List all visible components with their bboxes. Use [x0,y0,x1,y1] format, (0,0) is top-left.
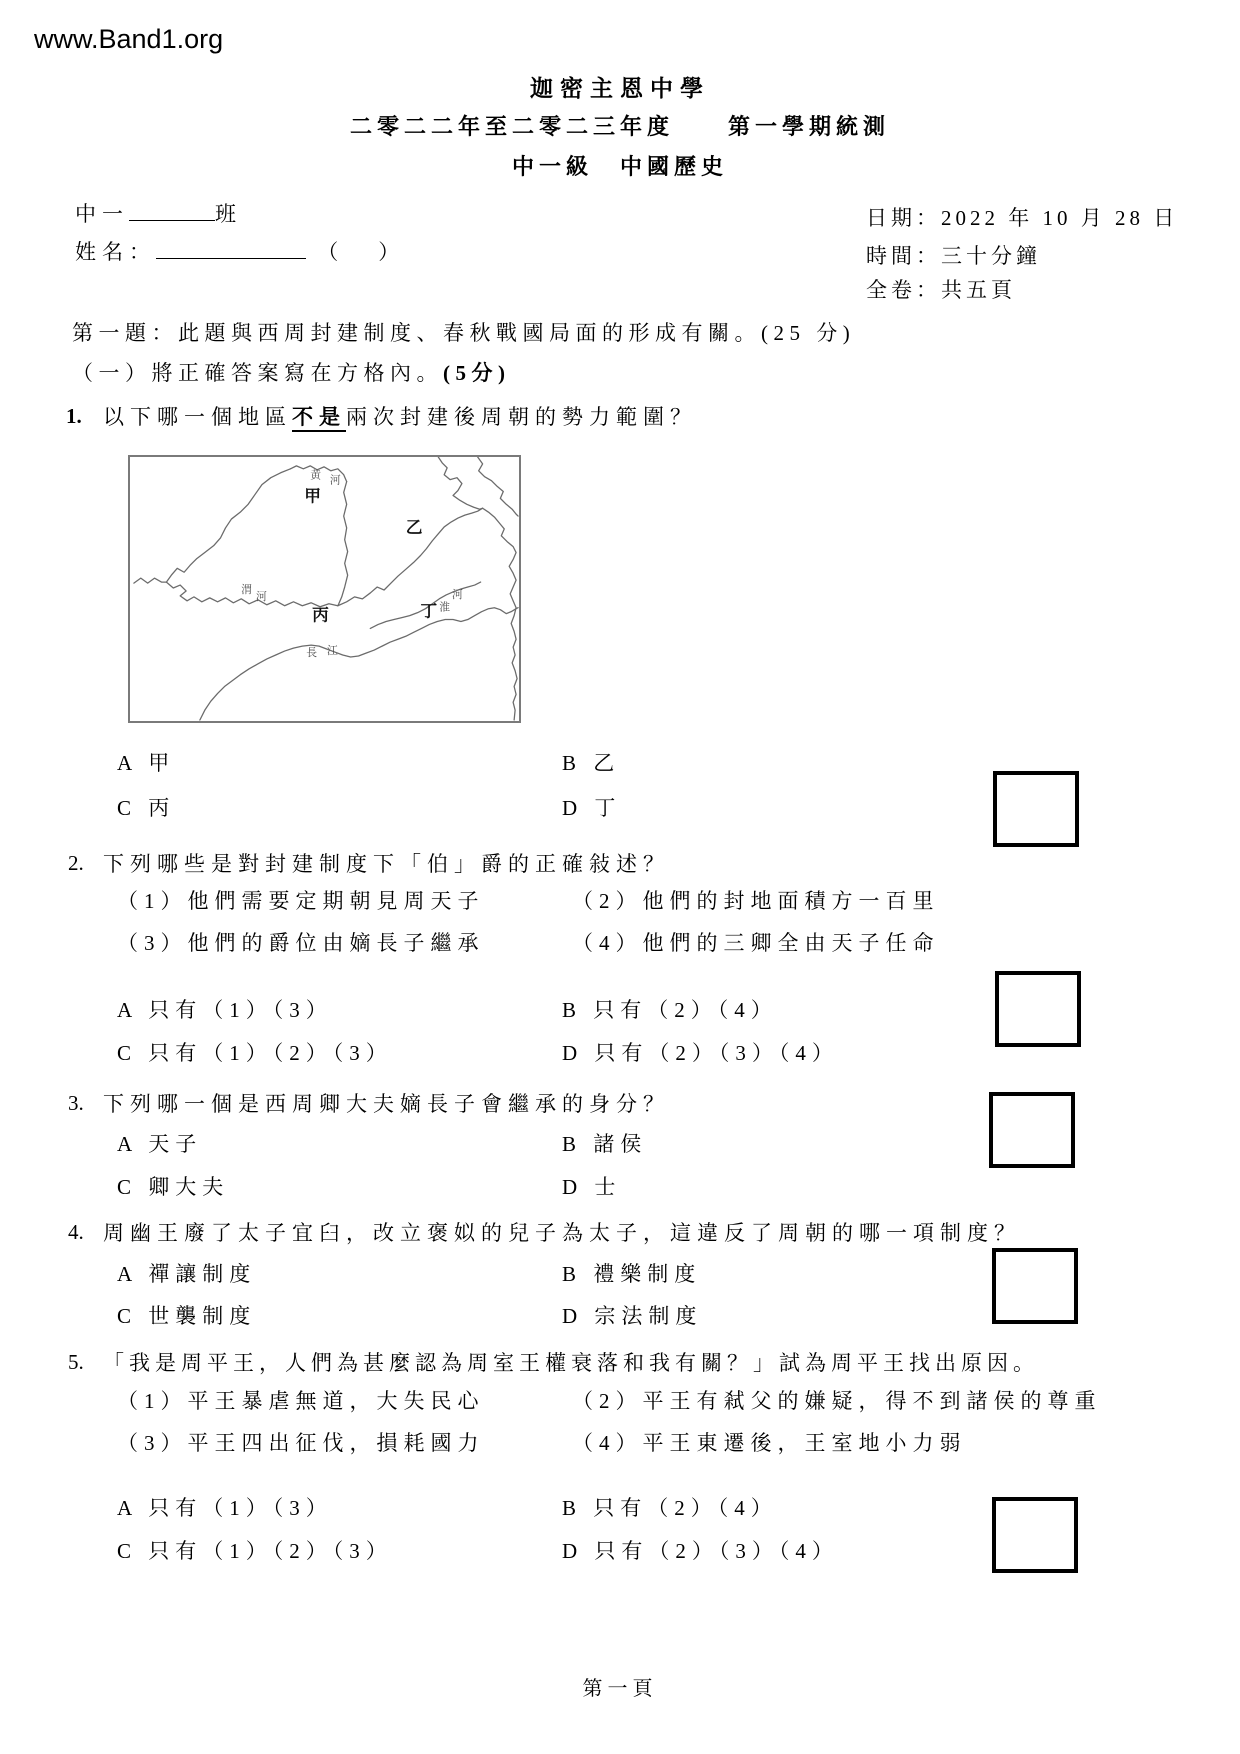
q1-option-b [562,750,620,776]
section-subheading-text: （一）將正確答案寫在方格內。 [72,361,443,385]
q2-option-d [562,1040,839,1066]
yangtze-label-1: 長 [306,646,318,659]
q3-option-c [117,1174,229,1200]
section-subheading [72,360,511,386]
name-label: 姓名： [75,240,156,264]
q5-answer-box[interactable] [992,1497,1078,1573]
q4-option-d-letter: D [562,1304,584,1328]
yellow-river-loop-east [338,482,348,606]
q4-text: 周幽王廢了太子宜臼，改立褒姒的兒子為太子，這違反了周朝的哪一項制度？ [103,1221,1021,1245]
q2-option-b [562,997,778,1023]
level-subject: 中一級 中國歷史 [511,154,728,179]
q3-option-a-text: 天子 [148,1132,203,1156]
map-area-ding: 丁 [420,601,438,621]
q1-option-a [117,750,175,776]
q1-answer-box[interactable] [993,771,1079,847]
q2-answer-box[interactable] [995,971,1081,1047]
q2-option-a-text: 只有（1）（3） [148,998,333,1022]
q4-answer-box[interactable] [992,1248,1078,1324]
q5-option-c-letter: C [117,1539,138,1563]
q1-text-before: 以下哪一個地區 [103,405,292,429]
q1-option-a-text: 甲 [148,751,176,775]
name-line [75,238,405,265]
q5-option-c [117,1538,393,1564]
coastline-peninsula [478,457,518,516]
q1-option-c-text: 丙 [148,796,176,820]
q2-statement-4: （4）他們的三卿全由天子任命 [572,931,940,955]
q4-option-a-letter: A [117,1262,138,1286]
map-area-bing: 丙 [312,605,329,625]
q1-option-c [117,795,175,821]
watermark-url: www.Band1.org [34,24,224,54]
q1-option-b-text: 乙 [593,751,621,775]
page-number: 第一頁 [582,1678,658,1700]
map-area-jia: 甲 [304,486,322,506]
q5-option-a [117,1495,333,1521]
q1-option-a-letter: A [117,751,138,775]
yellow-river-west-tail [134,578,167,583]
q5-statement-4: （4）平王東遷後，王室地小力弱 [572,1431,967,1455]
class-number-bracket-open: （ [317,240,345,264]
q5-option-d-text: 只有（2）（3）（4） [594,1539,839,1563]
q1-option-d-text: 丁 [594,796,622,820]
q5-option-b-text: 只有（2）（4） [593,1496,778,1520]
yangtze-river [200,605,518,720]
q1-option-d-letter: D [562,796,584,820]
q2-option-a [117,997,333,1023]
q5-option-c-text: 只有（1）（2）（3） [148,1539,393,1563]
q5-option-d [562,1538,839,1564]
map-figure [128,455,521,723]
q4-option-a [117,1261,256,1287]
q3-option-d-text: 士 [594,1175,622,1199]
q1-option-d [562,795,621,821]
class-prefix: 中一 [75,202,129,226]
q4-option-b-letter: B [562,1262,583,1286]
school-name: 迦密主恩中學 [530,76,710,101]
q4-option-d [562,1303,702,1329]
wei-river-label-2: 河 [256,590,267,603]
q3-option-b-letter: B [562,1132,583,1156]
yangtze-label-2: 江 [326,645,338,658]
q5-option-d-letter: D [562,1539,584,1563]
q5-statement-2: （2）平王有弒父的嫌疑，得不到諸侯的尊重 [572,1389,1102,1413]
q5-text: 「我是周平王，人們為甚麼認為周室王權衰落和我有關？」試為周平王找出原因。 [103,1351,1039,1375]
exam-date: 日期：2022 年 10 月 28 日 [866,206,1179,230]
class-blank-input[interactable] [129,200,215,221]
q2-option-c [117,1040,393,1066]
q3-option-d [562,1174,621,1200]
q3-option-b-text: 諸侯 [593,1132,648,1156]
q4-option-b-text: 禮樂制度 [593,1262,702,1286]
class-line [75,200,242,227]
q5-option-a-letter: A [117,1496,138,1520]
q4-number: 4. [68,1220,84,1244]
class-number-bracket-close: ） [378,240,406,264]
q4-option-c-letter: C [117,1304,138,1328]
q2-option-b-letter: B [562,998,583,1022]
term-title: 二零二二年至二零二三年度 第一學期統測 [349,114,890,139]
q4-option-d-text: 宗法制度 [594,1304,703,1328]
q2-statement-2: （2）他們的封地面積方一百里 [572,889,940,913]
q5-option-b-letter: B [562,1496,583,1520]
q2-option-d-letter: D [562,1041,584,1065]
q5-statement-3: （3）平王四出征伐，損耗國力 [117,1431,485,1455]
q4-option-b [562,1261,701,1287]
q1-text [103,404,697,430]
huai-river-label-2: 河 [452,588,463,601]
class-suffix: 班 [215,202,242,226]
coastline-north [438,457,482,509]
q1-text-after: 兩次封建後周朝的勢力範圍？ [346,405,697,429]
q1-number: 1. [66,404,82,428]
q2-statement-1: （1）他們需要定期朝見周天子 [117,889,485,913]
q3-option-a [117,1131,202,1157]
q2-option-d-text: 只有（2）（3）（4） [594,1041,839,1065]
q2-option-a-letter: A [117,998,138,1022]
q2-option-c-letter: C [117,1041,138,1065]
huai-river-label-1: 淮 [439,601,451,614]
section-heading: 第一題：此題與西周封建制度、春秋戰國局面的形成有關。(25 分) [72,321,856,345]
china-rivers-map [130,457,519,721]
q3-option-d-letter: D [562,1175,584,1199]
q3-option-b [562,1131,647,1157]
q1-text-emphasis: 不是 [292,405,346,432]
q2-statement-3: （3）他們的爵位由嫡長子繼承 [117,931,485,955]
yellow-river-label-1: 黄 [310,469,322,482]
q3-option-c-letter: C [117,1175,138,1199]
q3-answer-box[interactable] [989,1092,1075,1168]
q1-option-b-letter: B [562,751,583,775]
q2-number: 2. [68,851,84,875]
q3-text: 下列哪一個是西周卿大夫嫡長子會繼承的身分？ [103,1092,670,1116]
exam-duration: 時間：三十分鐘 [866,244,1041,268]
exam-pages: 全卷：共五頁 [866,278,1016,302]
q4-option-a-text: 禪讓制度 [148,1262,257,1286]
wei-river-label-1: 渭 [241,583,253,596]
q3-option-a-letter: A [117,1132,138,1156]
q3-number: 3. [68,1091,84,1115]
yellow-river-label-2: 河 [329,474,341,487]
q1-option-c-letter: C [117,796,138,820]
q4-option-c-text: 世襲制度 [148,1304,257,1328]
q2-option-c-text: 只有（1）（2）（3） [148,1041,393,1065]
q3-option-c-text: 卿大夫 [148,1175,230,1199]
q5-option-b [562,1495,778,1521]
q5-number: 5. [68,1350,84,1374]
q2-option-b-text: 只有（2）（4） [593,998,778,1022]
section-subheading-marks: (5分) [443,361,511,385]
coastline-east [483,508,517,720]
q5-option-a-text: 只有（1）（3） [148,1496,333,1520]
q2-text: 下列哪些是對封建制度下「伯」爵的正確敍述？ [103,852,670,876]
map-area-yi: 乙 [405,517,423,537]
q5-statement-1: （1）平王暴虐無道，大失民心 [117,1389,485,1413]
q4-option-c [117,1303,256,1329]
name-blank-input[interactable] [156,238,306,259]
